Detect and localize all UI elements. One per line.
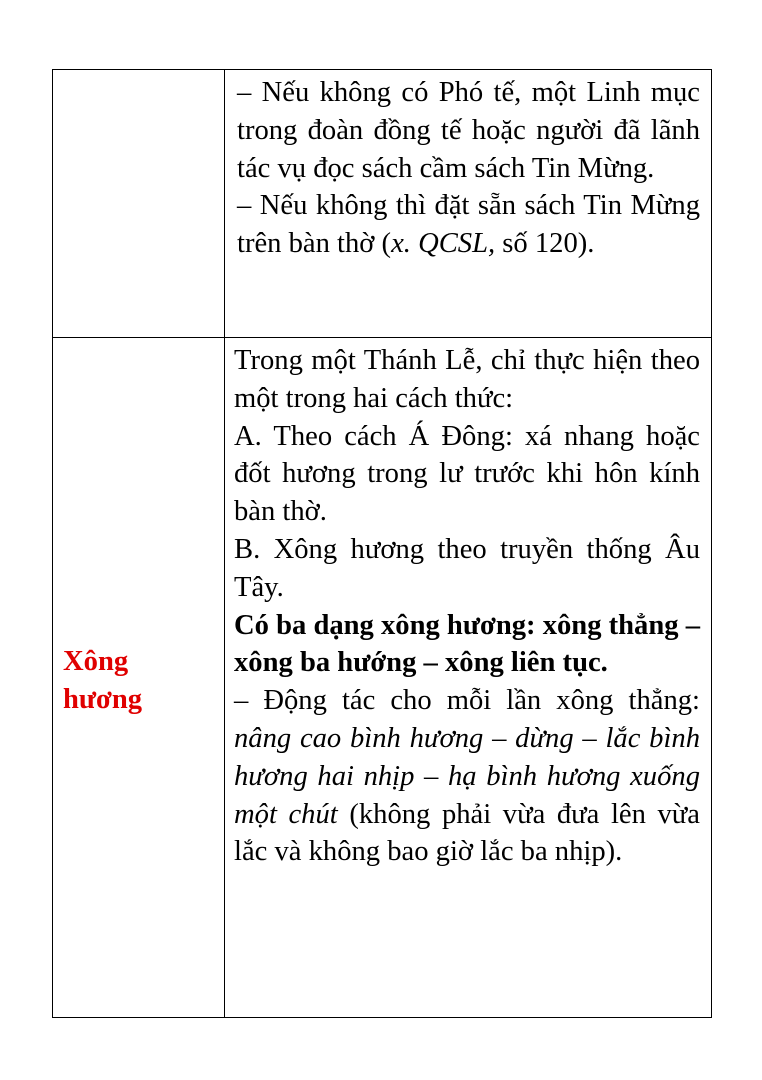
table-row — [53, 338, 712, 1018]
bold-paragraph: Có ba dạng xông hương: xông thẳng – xông ba hướng – xông liên tục. — [234, 609, 701, 679]
paragraph: – Nếu không thì đặt sẵn sách Tin Mừng trên bàn thờ (x. QCSL, số 120). — [237, 190, 700, 260]
paragraph: B. Xông hương theo truyền thống Âu Tây. — [234, 533, 700, 603]
content-cell — [225, 70, 712, 338]
content-table — [52, 69, 712, 1018]
paragraph: – Động tác cho mỗi lần xông thẳng: nâng cao bình hương – dừng – lắc bình hương hai nhịp – hạ bình hương xuống một chút (không phải vừa đưa lên vừa lắc và không bao giờ lắc ba nhịp). — [234, 685, 700, 868]
paragraph: – Nếu không có Phó tế, một Linh mục trong đoàn đồng tế hoặc người đã lãnh tác vụ đọc sách cầm sách Tin Mừng. — [237, 77, 700, 184]
paragraph: A. Theo cách Á Đông: xá nhang hoặc đốt hương trong lư trước khi hôn kính bàn thờ. — [234, 420, 700, 528]
paragraph: Trong một Thánh Lễ, chỉ thực hiện theo một trong hai cách thức: — [234, 345, 700, 414]
italic-text: nâng cao bình hương – dừng – lắc bình hương hai nhịp – hạ bình hương xuống một chút — [234, 722, 700, 830]
label-cell — [53, 338, 225, 1018]
table-row — [53, 70, 712, 338]
label-cell-empty — [53, 70, 225, 338]
reference-text: x. QCSL, — [391, 228, 496, 260]
content-cell — [225, 338, 712, 1018]
row-label: Xông hương — [63, 645, 143, 715]
